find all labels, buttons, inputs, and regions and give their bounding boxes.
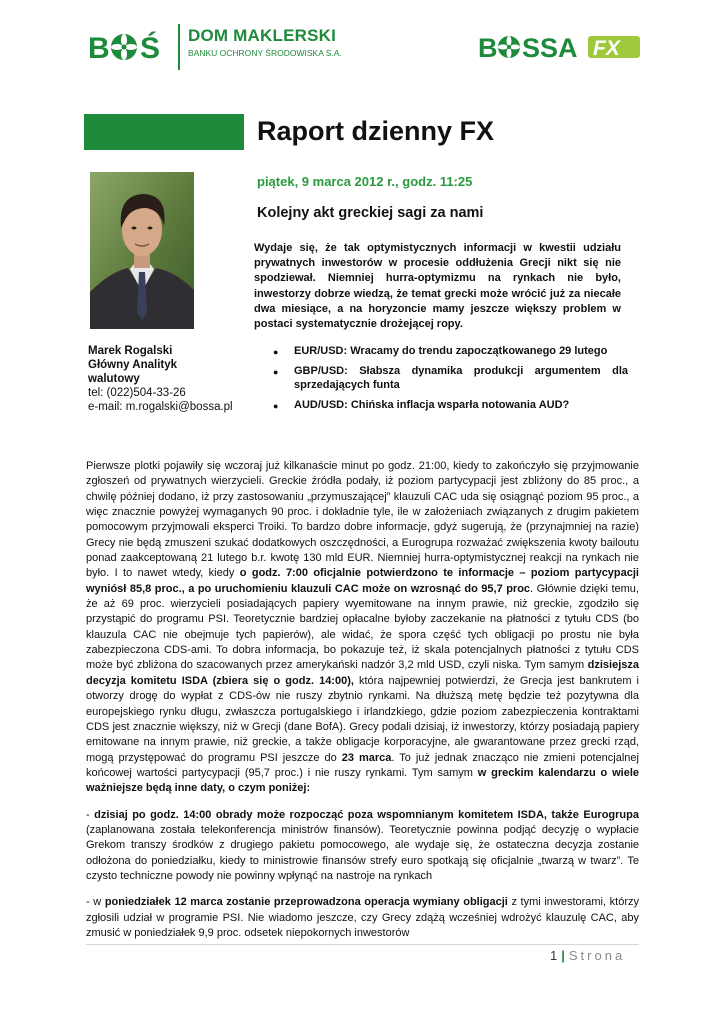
analyst-photo — [90, 172, 194, 329]
body-emphasis: 23 marca — [341, 751, 392, 764]
highlights-list — [268, 344, 628, 417]
body-emphasis: poniedziałek 12 marca zostanie przeprowadzona operacja wymiany obligacji — [104, 896, 508, 909]
svg-text:Ś: Ś — [140, 32, 161, 65]
broker-name: DOM MAKLERSKI — [188, 26, 337, 45]
list-item — [268, 364, 628, 393]
body-paragraph-2 — [86, 808, 639, 885]
analyst-name: Marek Rogalski — [88, 345, 173, 357]
highlight-gbpusd: GBP/USD: Słabsza dynamika produkcji argumentem dla sprzedających funta — [294, 364, 628, 392]
analyst-role-line2: walutowy — [88, 373, 140, 385]
bos-dom-maklerski-logo — [88, 24, 342, 72]
body-text: - — [86, 808, 95, 821]
logo-divider — [178, 24, 180, 70]
bullet-icon: ● — [273, 366, 279, 377]
bullet-icon: ● — [273, 347, 279, 357]
body-emphasis: w greckim kalendarzu o wiele ważniejsze będą inne daty, o czym poniżej: — [86, 766, 640, 795]
footer-divider — [86, 944, 639, 945]
analyst-email[interactable]: e-mail: m.rogalski@bossa.pl — [88, 401, 233, 413]
highlight-audusd: AUD/USD: Chińska inflacja wsparła notowania AUD? — [294, 398, 570, 411]
body-text: (zaplanowana została telekonferencja ministrów finansów). Teoretycznie powinna podjąć decyzję o wypłacie Grekom transzy środków z drugiego pakietu pomocowego, ale wydaje się, że ostateczna decyzja zostanie odłożona do poniedziałku, kiedy to ministrowie finansów strefy euro spotkają się oficjalnie „twarzą w twarz”. Te czysto techniczne powody nie powinny wpłynąć na nastroje na rynkach — [86, 823, 639, 882]
list-item — [268, 344, 628, 359]
report-title: Raport dzienny FX — [257, 116, 495, 146]
list-item — [268, 398, 628, 413]
analyst-role-line1: Główny Analityk — [88, 359, 178, 371]
page-footer — [550, 948, 625, 963]
report-body — [86, 459, 639, 952]
bossafx-logo — [478, 30, 648, 64]
body-text: - w — [86, 896, 105, 909]
bullet-icon: ● — [273, 400, 279, 411]
body-text: która najpewniej potwierdzi, że Grecja jest bankrutem i otworzy drogę do wypłat z CDS-ów nie ruszy zbytnio rynkami. Na dłuższą metę będzie też pozytywna dla europejskiego rynku długu, zwłaszcza portugalskiego i irlandzkiego, gdzie poziom zabezpieczenia kontraktami CDS jest znacznie większy, niż w Grecji (dane BofA). Grecy podali dzisiaj, iż inwestorzy, którzy posiadają papiery emitowane na innym prawie, niż greckie, a także obligacje korporacyjne, ale gwarantowane przez grecki rząd, mogą przystępować do programu PSI jeszcze do — [86, 674, 639, 764]
report-subtitle: Kolejny akt greckiej sagi za nami — [257, 205, 484, 221]
page-label: Strona — [568, 948, 626, 963]
body-text: . Głównie dzięki temu, że aż 69 proc. wierzycieli posiadających papiery wyemitowane na innym prawie, niż greckie, zgodziło się przystąpić do programu PSI. Teoretycznie bardziej opłacalne byłoby zaczekanie na płatności z tytułu CDS (bo klauzula CAC nie obejmuje tych papierów), ale widać, że spora część tych obligacji po prostu nie była zabezpieczona CDS-ami. To dobra informacja, bo pokazuje też, iż skala potencjalnych płatności z tytułu CDS może być zbliżona do szacowanych przez amerykański nadzór 3,2 mld USD, czyli niska. Tym samym — [86, 582, 639, 672]
body-emphasis: dzisiejsza decyzja komitetu ISDA (zbiera się o godz. 14:00), — [86, 659, 639, 687]
title-accent-bar — [84, 114, 244, 150]
page-separator: | — [561, 948, 565, 963]
page-number: 1 — [550, 948, 558, 963]
svg-text:SSA: SSA — [522, 33, 578, 63]
svg-text:B: B — [478, 33, 498, 63]
svg-text:B: B — [88, 32, 110, 65]
body-emphasis: dzisiaj po godz. 14:00 obrady może rozpocząć poza wspomnianym komitetem ISDA, także Eurogrupa — [94, 808, 639, 821]
bos-emblem-icon — [88, 24, 174, 70]
bossafx-logo-icon — [478, 30, 648, 64]
lead-paragraph: Wydaje się, że tak optymistycznych informacji w kwestii udziału prywatnych inwestorów w procesie oddłużenia Grecji nikt się nie spodziewał. Niemniej hurra-optymizmu na rynkach nie było, inwestorzy dobrze wiedzą, że temat grecki może wrócić już za niecałe dwa miesiące, a na horyzoncie mamy jeszcze większy problem w postaci systematycznie drożejącej ropy. — [254, 242, 621, 331]
body-text: z tymi inwestorami, którzy zgłosili udział w programie PSI. Nie wiadomo jeszcze, czy Grecy zdążą wcześniej wdrożyć klauzulę CAC, aby zmusić w poniedziałek 9,9 proc. odsetek niepokornych inwestorów — [86, 896, 639, 939]
analyst-info — [88, 344, 248, 414]
body-emphasis: o godz. 7:00 oficjalnie potwierdzono te informacje – poziom partycypacji wyniósł 85,8 proc., a po uruchomieniu klauzuli CAC może on wzrosnąć do 95,7 proc — [86, 567, 639, 595]
broker-subtitle: BANKU OCHRONY ŚRODOWISKA S.A. — [188, 48, 342, 58]
report-date: piątek, 9 marca 2012 r., godz. 11:25 — [257, 174, 473, 189]
analyst-portrait-icon — [90, 172, 194, 329]
body-text: Pierwsze plotki pojawiły się wczoraj już kilkanaście minut po godz. 21:00, kiedy to zakończyło się przyjmowanie zgłoszeń od prywatnych wierzycieli. Greckie źródła podały, iż poziom partycypacji jest zbliżony do 85 proc., a chwilę później dodano, iż przy zastosowaniu „przymuszającej” klauzuli CAC uda się osiągnąć poziom 95 proc., a więc znacznie powyżej wymaganych 90 proc. i dokładnie tyle, ile w założeniach związanych z drugim pakietem pomocowym przyjmowali eksperci Troiki. To bardzo dobre informacje, gdyż sugerują, że (przynajmniej na razie) Grecy nie będą zmuszeni szukać dodatkowych oszczędności, a Eurogrupa rozważać zwiększenia kwoty bailoutu ponad zaakceptowaną 21 lutego b.r. kwotę 130 mld EUR. Niemniej hurra-optymistycznej reakcji na rynkach nie było. I to nawet wtedy, kiedy — [86, 460, 639, 580]
svg-text:FX: FX — [593, 37, 620, 60]
body-paragraph-1 — [86, 459, 639, 797]
analyst-phone: tel: (022)504-33-26 — [88, 387, 186, 399]
highlight-eurusd: EUR/USD: Wracamy do trendu zapoczątkowanego 29 lutego — [294, 345, 608, 357]
body-paragraph-3 — [86, 895, 639, 941]
body-text: . To już jednak znacząco nie zmieni potencjalnej końcowej wartości partycypacji (95,7 proc.) i nie ruszy rynkami. Tym samym — [86, 751, 639, 779]
